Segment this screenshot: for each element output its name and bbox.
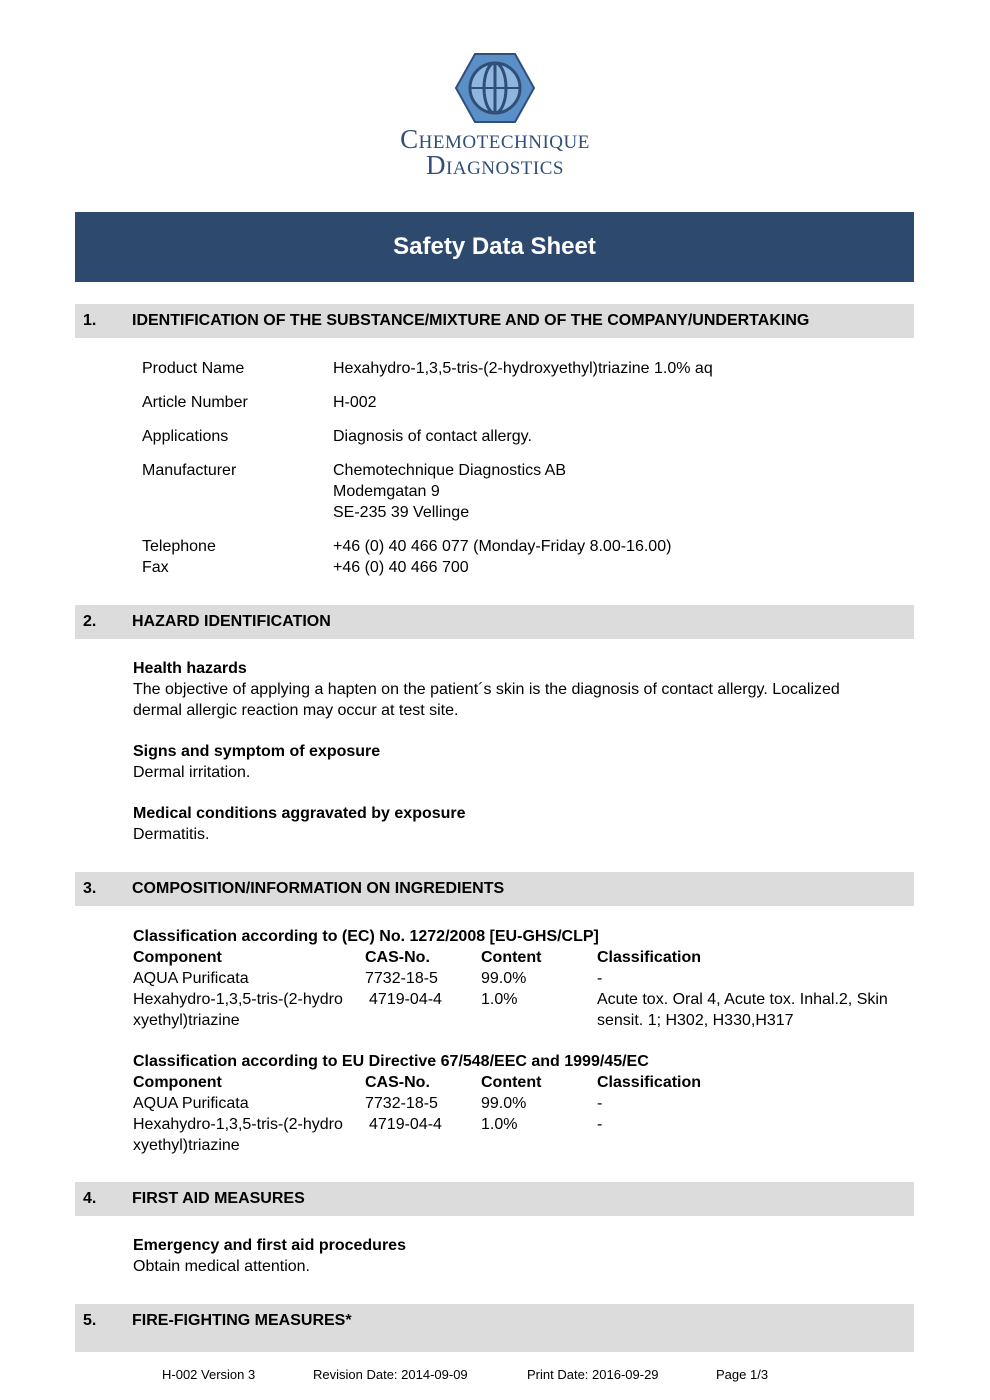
- table-cell: -: [597, 1116, 603, 1133]
- table-cell: 4719-04-4: [369, 991, 442, 1008]
- logo-text-line1: Chemotechnique: [400, 124, 590, 154]
- first-aid-heading: Emergency and first aid procedures: [133, 1237, 406, 1254]
- product-name-label: Product Name: [142, 360, 245, 377]
- section-1-header: [75, 304, 914, 338]
- section-title: FIRST AID MEASURES: [132, 1190, 305, 1207]
- company-logo: [360, 52, 630, 182]
- article-number-value: H-002: [333, 394, 377, 411]
- footer-page-number: Page 1/3: [716, 1367, 769, 1382]
- manufacturer-city: SE-235 39 Vellinge: [333, 504, 470, 521]
- section-number: 5.: [83, 1312, 97, 1329]
- table-cell: 7732-18-5: [365, 1095, 438, 1112]
- footer-document-version: H-002 Version 3: [162, 1367, 256, 1382]
- footer-print-date: Print Date: 2016-09-29: [527, 1367, 659, 1382]
- table-cell: AQUA Purificata: [133, 1095, 249, 1112]
- section-title: COMPOSITION/INFORMATION ON INGREDIENTS: [132, 880, 505, 897]
- table-header-cas: CAS-No.: [365, 1074, 430, 1091]
- section-number: 2.: [83, 613, 97, 630]
- manufacturer-label: Manufacturer: [142, 462, 237, 479]
- section-title: IDENTIFICATION OF THE SUBSTANCE/MIXTURE AND OF THE COMPANY/UNDERTAKING: [132, 312, 810, 329]
- table-cell: Hexahydro-1,3,5-tris-(2-hydro: [133, 991, 343, 1008]
- document-title-bar: [75, 212, 914, 282]
- medical-conditions-text: Dermatitis.: [133, 826, 210, 843]
- section-number: 1.: [83, 312, 97, 329]
- health-hazards-text-line2: dermal allergic reaction may occur at test site.: [133, 702, 459, 719]
- fax-label: Fax: [142, 559, 169, 576]
- eu-directive-heading: Classification according to EU Directive 67/548/EEC and 1999/45/EC: [133, 1053, 649, 1070]
- footer-revision-date: Revision Date: 2014-09-09: [313, 1367, 468, 1382]
- table-header-component: Component: [133, 949, 222, 966]
- section-2-header: [75, 605, 914, 639]
- table-cell: 99.0%: [481, 1095, 527, 1112]
- article-number-label: Article Number: [142, 394, 248, 411]
- document-title: Safety Data Sheet: [393, 233, 596, 260]
- table-cell: 1.0%: [481, 991, 518, 1008]
- telephone-label: Telephone: [142, 538, 216, 555]
- section-title: HAZARD IDENTIFICATION: [132, 613, 331, 630]
- signs-heading: Signs and symptom of exposure: [133, 743, 381, 760]
- table-cell: AQUA Purificata: [133, 970, 249, 987]
- table-cell: xyethyl)triazine: [133, 1137, 240, 1154]
- section-title: FIRE-FIGHTING MEASURES*: [132, 1312, 352, 1329]
- table-cell: Acute tox. Oral 4, Acute tox. Inhal.2, Skin: [597, 991, 888, 1008]
- table-cell: sensit. 1; H302, H330,H317: [597, 1012, 794, 1029]
- signs-text: Dermal irritation.: [133, 764, 251, 781]
- table-cell: 99.0%: [481, 970, 527, 987]
- table-cell: Hexahydro-1,3,5-tris-(2-hydro: [133, 1116, 343, 1133]
- hexagon-globe-icon: [455, 52, 535, 124]
- fax-value: +46 (0) 40 466 700: [333, 559, 469, 576]
- manufacturer-name: Chemotechnique Diagnostics AB: [333, 462, 567, 479]
- table-header-classification: Classification: [597, 949, 702, 966]
- table-header-content: Content: [481, 1074, 542, 1091]
- table-header-content: Content: [481, 949, 542, 966]
- clp-classification-heading: Classification according to (EC) No. 1272/2008 [EU-GHS/CLP]: [133, 928, 599, 945]
- table-cell: -: [597, 1095, 603, 1112]
- health-hazards-heading: Health hazards: [133, 660, 247, 677]
- section-number: 4.: [83, 1190, 97, 1207]
- section-number: 3.: [83, 880, 97, 897]
- applications-label: Applications: [142, 428, 229, 445]
- table-header-component: Component: [133, 1074, 222, 1091]
- table-header-classification: Classification: [597, 1074, 702, 1091]
- table-header-cas: CAS-No.: [365, 949, 430, 966]
- health-hazards-text-line1: The objective of applying a hapten on the patient´s skin is the diagnosis of contact allergy. Localized: [133, 681, 840, 698]
- table-cell: 4719-04-4: [369, 1116, 442, 1133]
- table-cell: xyethyl)triazine: [133, 1012, 240, 1029]
- applications-value: Diagnosis of contact allergy.: [333, 428, 532, 445]
- first-aid-text: Obtain medical attention.: [133, 1258, 310, 1275]
- section-5-header: [75, 1304, 914, 1352]
- telephone-value: +46 (0) 40 466 077 (Monday-Friday 8.00-16.00): [333, 538, 672, 555]
- section-3-header: [75, 872, 914, 906]
- table-cell: -: [597, 970, 603, 987]
- logo-text-line2: Diagnostics: [426, 150, 564, 180]
- medical-conditions-heading: Medical conditions aggravated by exposure: [133, 805, 466, 822]
- section-4-header: [75, 1182, 914, 1216]
- table-cell: 7732-18-5: [365, 970, 438, 987]
- manufacturer-street: Modemgatan 9: [333, 483, 440, 500]
- product-name-value: Hexahydro-1,3,5-tris-(2-hydroxyethyl)triazine 1.0% aq: [333, 360, 713, 377]
- table-cell: 1.0%: [481, 1116, 518, 1133]
